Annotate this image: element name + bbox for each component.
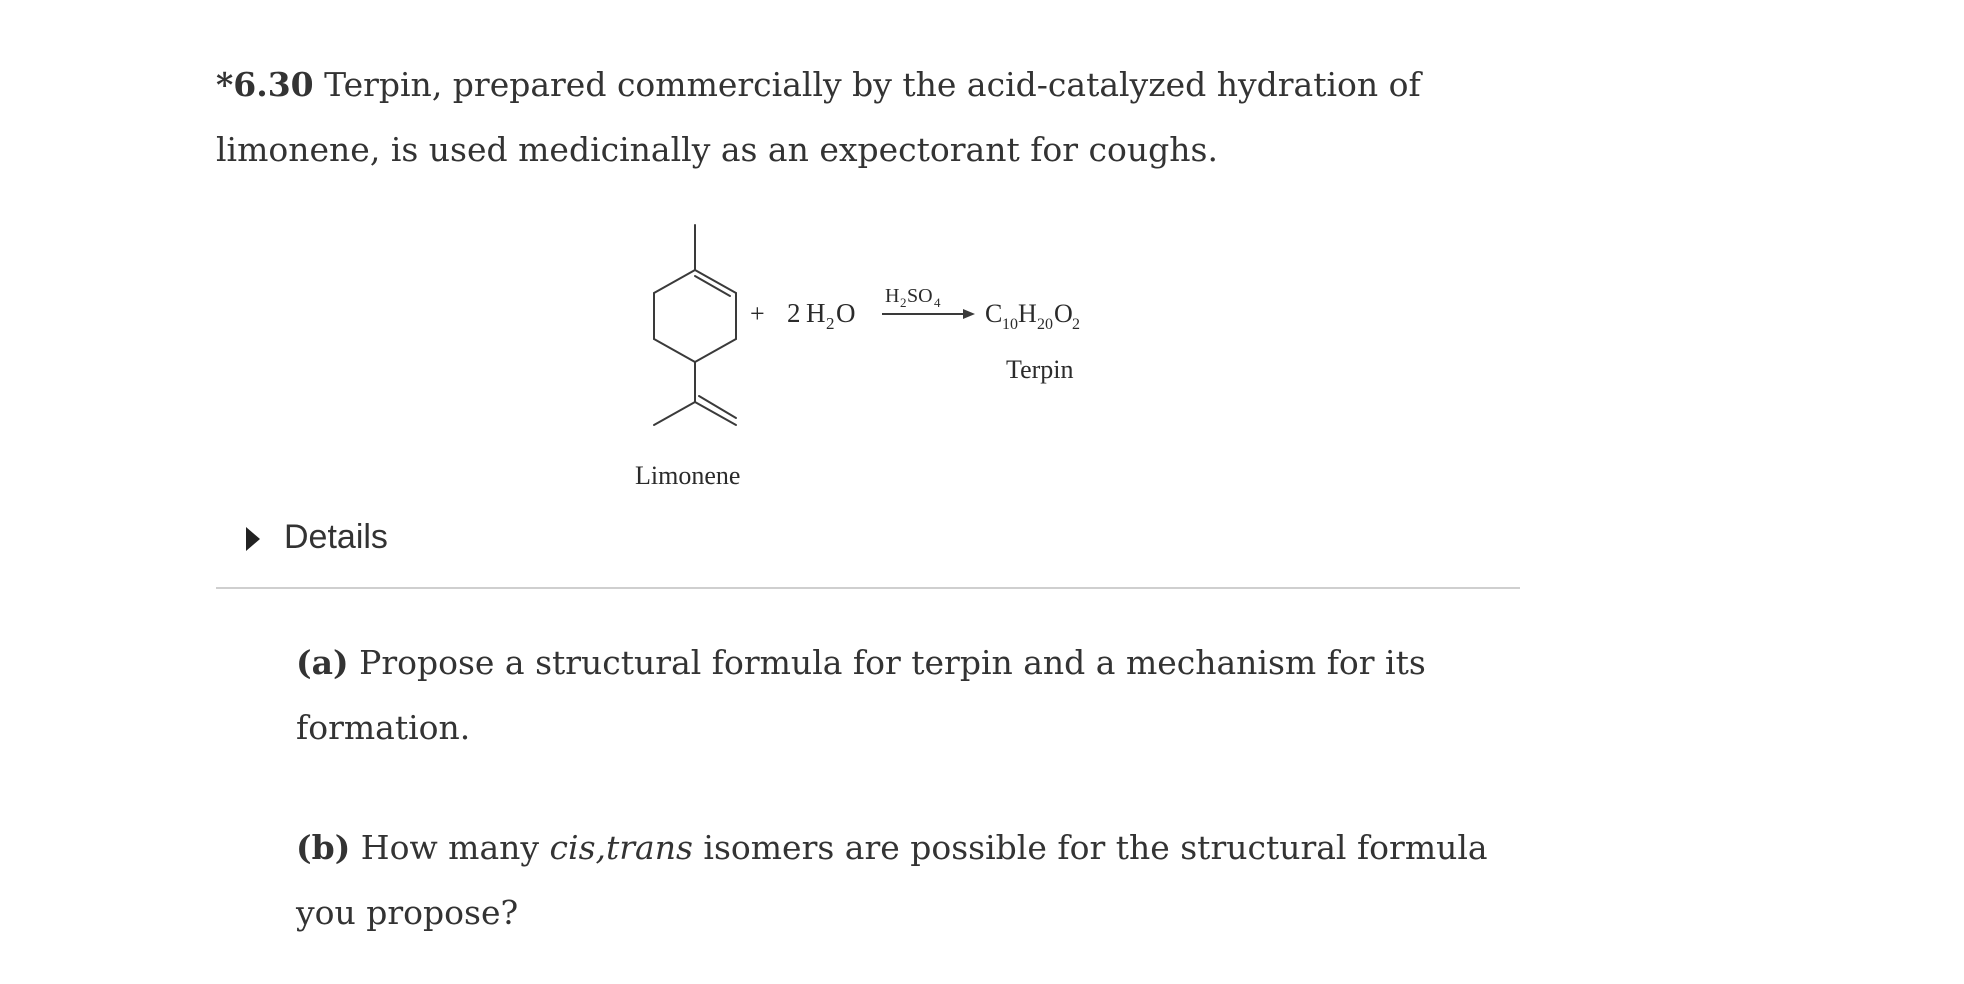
catalyst-h-subscript: 2 (900, 295, 907, 310)
problem-number: *6.30 (216, 65, 314, 104)
part-b-label: (b) (296, 828, 351, 867)
product-o: O (1054, 299, 1073, 328)
part-b-text-after: isomers are possible for the structural formula you propose? (296, 828, 1488, 932)
catalyst-h: H (885, 285, 900, 307)
reaction-arrow (882, 309, 975, 319)
details-label: Details (284, 518, 388, 556)
isopropenyl-methyl-bond (654, 402, 695, 425)
reaction-scheme-svg (620, 215, 1140, 515)
problem-text: Terpin, prepared commercially by the acid-catalyzed hydration of limonene, is used medicinally as an expectorant for coughs. (216, 65, 1421, 169)
part-b-italic-term: cis,trans (549, 828, 693, 867)
limonene-label: Limonene (635, 461, 741, 490)
part-a-text: Propose a structural formula for terpin and a mechanism for its formation. (296, 643, 1426, 747)
section-divider (216, 587, 1520, 589)
water-h: H (806, 298, 826, 328)
reaction-scheme (620, 215, 1140, 515)
water-coefficient: 2 (787, 298, 801, 328)
product-o-subscript: 2 (1072, 316, 1080, 333)
part-a-label: (a) (296, 643, 349, 682)
ring-bond-1 (695, 270, 736, 293)
product-h: H (1018, 299, 1037, 328)
ring-bond-6 (654, 270, 695, 293)
catalyst-so: SO (907, 285, 933, 307)
product-h-subscript: 20 (1037, 316, 1053, 333)
part-b-text-before: How many (350, 828, 550, 867)
part-b (296, 815, 1556, 945)
problem-statement (216, 52, 1546, 182)
triangle-right-icon (246, 527, 260, 551)
plus-sign: + (750, 299, 765, 328)
catalyst-so-subscript: 4 (934, 295, 941, 310)
product-c: C (985, 299, 1003, 328)
water-o: O (836, 298, 856, 328)
terpin-label: Terpin (1006, 355, 1074, 384)
product-c-subscript: 10 (1002, 316, 1018, 333)
ring-bond-4 (654, 339, 695, 362)
water-h-subscript: 2 (826, 314, 835, 333)
ring-bond-3 (695, 339, 736, 362)
part-a (296, 630, 1556, 760)
details-toggle[interactable] (246, 518, 388, 557)
limonene-structure (654, 225, 736, 425)
